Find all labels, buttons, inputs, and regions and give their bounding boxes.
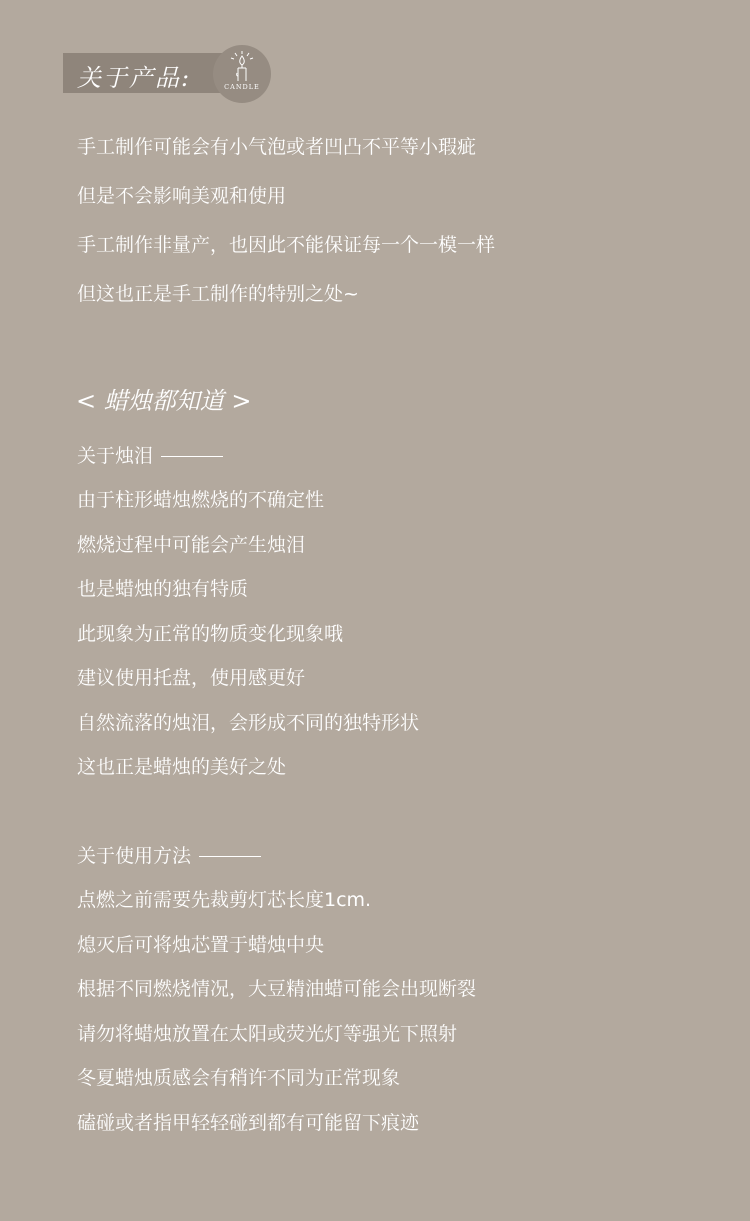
- usage-line: 点燃之前需要先裁剪灯芯长度1cm.: [77, 889, 372, 911]
- tears-line: 建议使用托盘，使用感更好: [77, 667, 306, 689]
- usage-line: 熄灭后可将烛芯置于蜡烛中央: [77, 934, 325, 956]
- tears-line: 自然流落的烛泪，会形成不同的独特形状: [77, 712, 420, 734]
- usage-heading-text: 关于使用方法: [77, 845, 192, 867]
- usage-line: 冬夏蜡烛质感会有稍许不同为正常现象: [77, 1067, 401, 1089]
- candle-icon: [213, 45, 271, 103]
- logo-text: CANDLE: [224, 83, 260, 91]
- header: [63, 50, 273, 102]
- usage-line: 磕碰或者指甲轻轻碰到都有可能留下痕迹: [77, 1112, 420, 1134]
- tears-line: 燃烧过程中可能会产生烛泪: [77, 534, 306, 556]
- usage-heading: [77, 844, 261, 868]
- about-line: 但是不会影响美观和使用: [77, 185, 287, 207]
- section-title: < 蜡烛都知道 >: [76, 387, 252, 415]
- tears-heading: [77, 444, 223, 468]
- usage-line: 根据不同燃烧情况，大豆精油蜡可能会出现断裂: [77, 978, 477, 1000]
- candle-logo: [213, 45, 271, 103]
- heading-dash: [199, 856, 261, 857]
- tears-line: 由于柱形蜡烛燃烧的不确定性: [77, 489, 325, 511]
- tears-line: 这也正是蜡烛的美好之处: [77, 756, 287, 778]
- about-line: 手工制作可能会有小气泡或者凹凸不平等小瑕疵: [77, 136, 477, 158]
- heading-dash: [161, 456, 223, 457]
- about-line: 手工制作非量产，也因此不能保证每一个一模一样: [77, 234, 496, 256]
- header-title: 关于产品:: [77, 64, 192, 92]
- tears-heading-text: 关于烛泪: [77, 445, 154, 467]
- about-line: 但这也正是手工制作的特别之处~: [77, 283, 359, 305]
- tears-line: 此现象为正常的物质变化现象哦: [77, 623, 344, 645]
- tears-line: 也是蜡烛的独有特质: [77, 578, 249, 600]
- usage-line: 请勿将蜡烛放置在太阳或荧光灯等强光下照射: [77, 1023, 458, 1045]
